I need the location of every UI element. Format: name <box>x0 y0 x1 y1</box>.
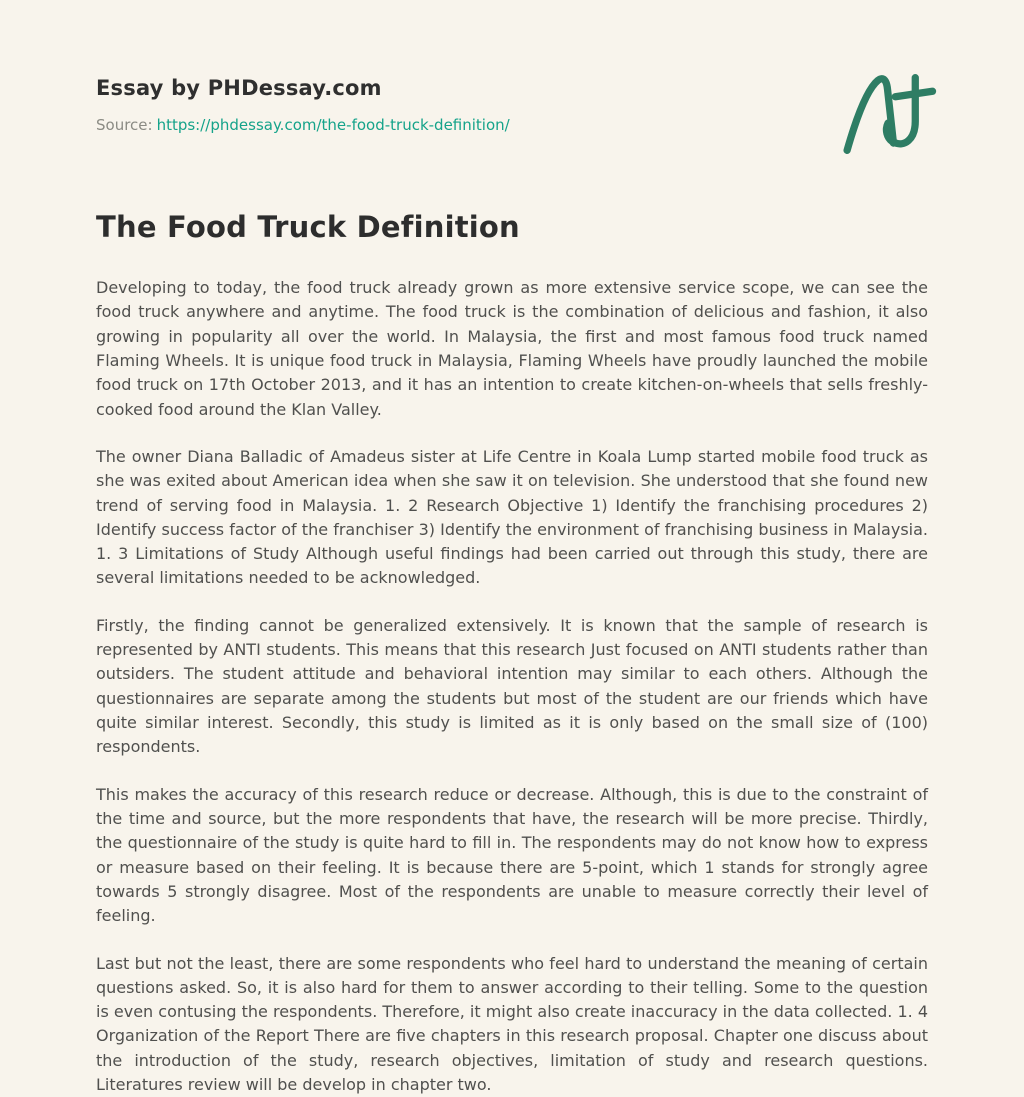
phdessay-logo <box>838 64 938 164</box>
source-label: Source: <box>96 116 153 134</box>
essay-paragraph-4: This makes the accuracy of this research reduce or decrease. Although, this is due to the constraint of the time and source, but the more respondents that have, the research will be more precise. Thirdly, the questionnaire of the study is quite hard to fill in. The respondents may do not know how to express or measure based on their feeling. It is because there are 5-point, which 1 stands for strongly agree towards 5 strongly disagree. Most of the respondents are unable to measure correctly their level of feeling. <box>96 783 928 929</box>
essay-paragraph-1: Developing to today, the food truck already grown as more extensive service scope, we can see the food truck anywhere and anytime. The food truck is the combination of delicious and fashion, it also growing in popularity all over the world. In Malaysia, the first and most famous food truck named Flaming Wheels. It is unique food truck in Malaysia, Flaming Wheels have proudly launched the mobile food truck on 17th October 2013, and it has an intention to create kitchen-on-wheels that sells freshly-cooked food around the Klan Valley. <box>96 276 928 422</box>
source-url-link[interactable]: https://phdessay.com/the-food-truck-definition/ <box>157 116 510 134</box>
source-line <box>96 116 928 134</box>
essay-paragraph-3: Firstly, the finding cannot be generalized extensively. It is known that the sample of research is represented by ANTI students. This means that this research Just focused on ANTI students rather than outsiders. The student attitude and behavioral intention may similar to each others. Although the questionnaires are separate among the students but most of the student are our friends which have quite similar interest. Secondly, this study is limited as it is only based on the small size of (100) respondents. <box>96 614 928 760</box>
page-header <box>96 76 928 134</box>
byline: Essay by PHDessay.com <box>96 76 928 100</box>
essay-paragraph-2: The owner Diana Balladic of Amadeus sister at Life Centre in Koala Lump started mobile food truck as she was exited about American idea when she saw it on television. She understood that she found new trend of serving food in Malaysia. 1. 2 Research Objective 1) Identify the franchising procedures 2) Identify success factor of the franchiser 3) Identify the environment of franchising business in Malaysia. 1. 3 Limitations of Study Although useful findings had been carried out through this study, there are several limitations needed to be acknowledged. <box>96 445 928 591</box>
essay-title: The Food Truck Definition <box>96 210 928 244</box>
essay-paragraph-5: Last but not the least, there are some respondents who feel hard to understand the meaning of certain questions asked. So, it is also hard for them to answer according to their telling. Some to the question is even contusing the respondents. Therefore, it might also create inaccuracy in the data collected. 1. 4 Organization of the Report There are five chapters in this research proposal. Chapter one discuss about the introduction of the study, research objectives, limitation of study and research questions. Literatures review will be develop in chapter two. <box>96 952 928 1097</box>
essay-body <box>96 276 928 1097</box>
phdessay-a-plus-icon <box>838 64 938 164</box>
